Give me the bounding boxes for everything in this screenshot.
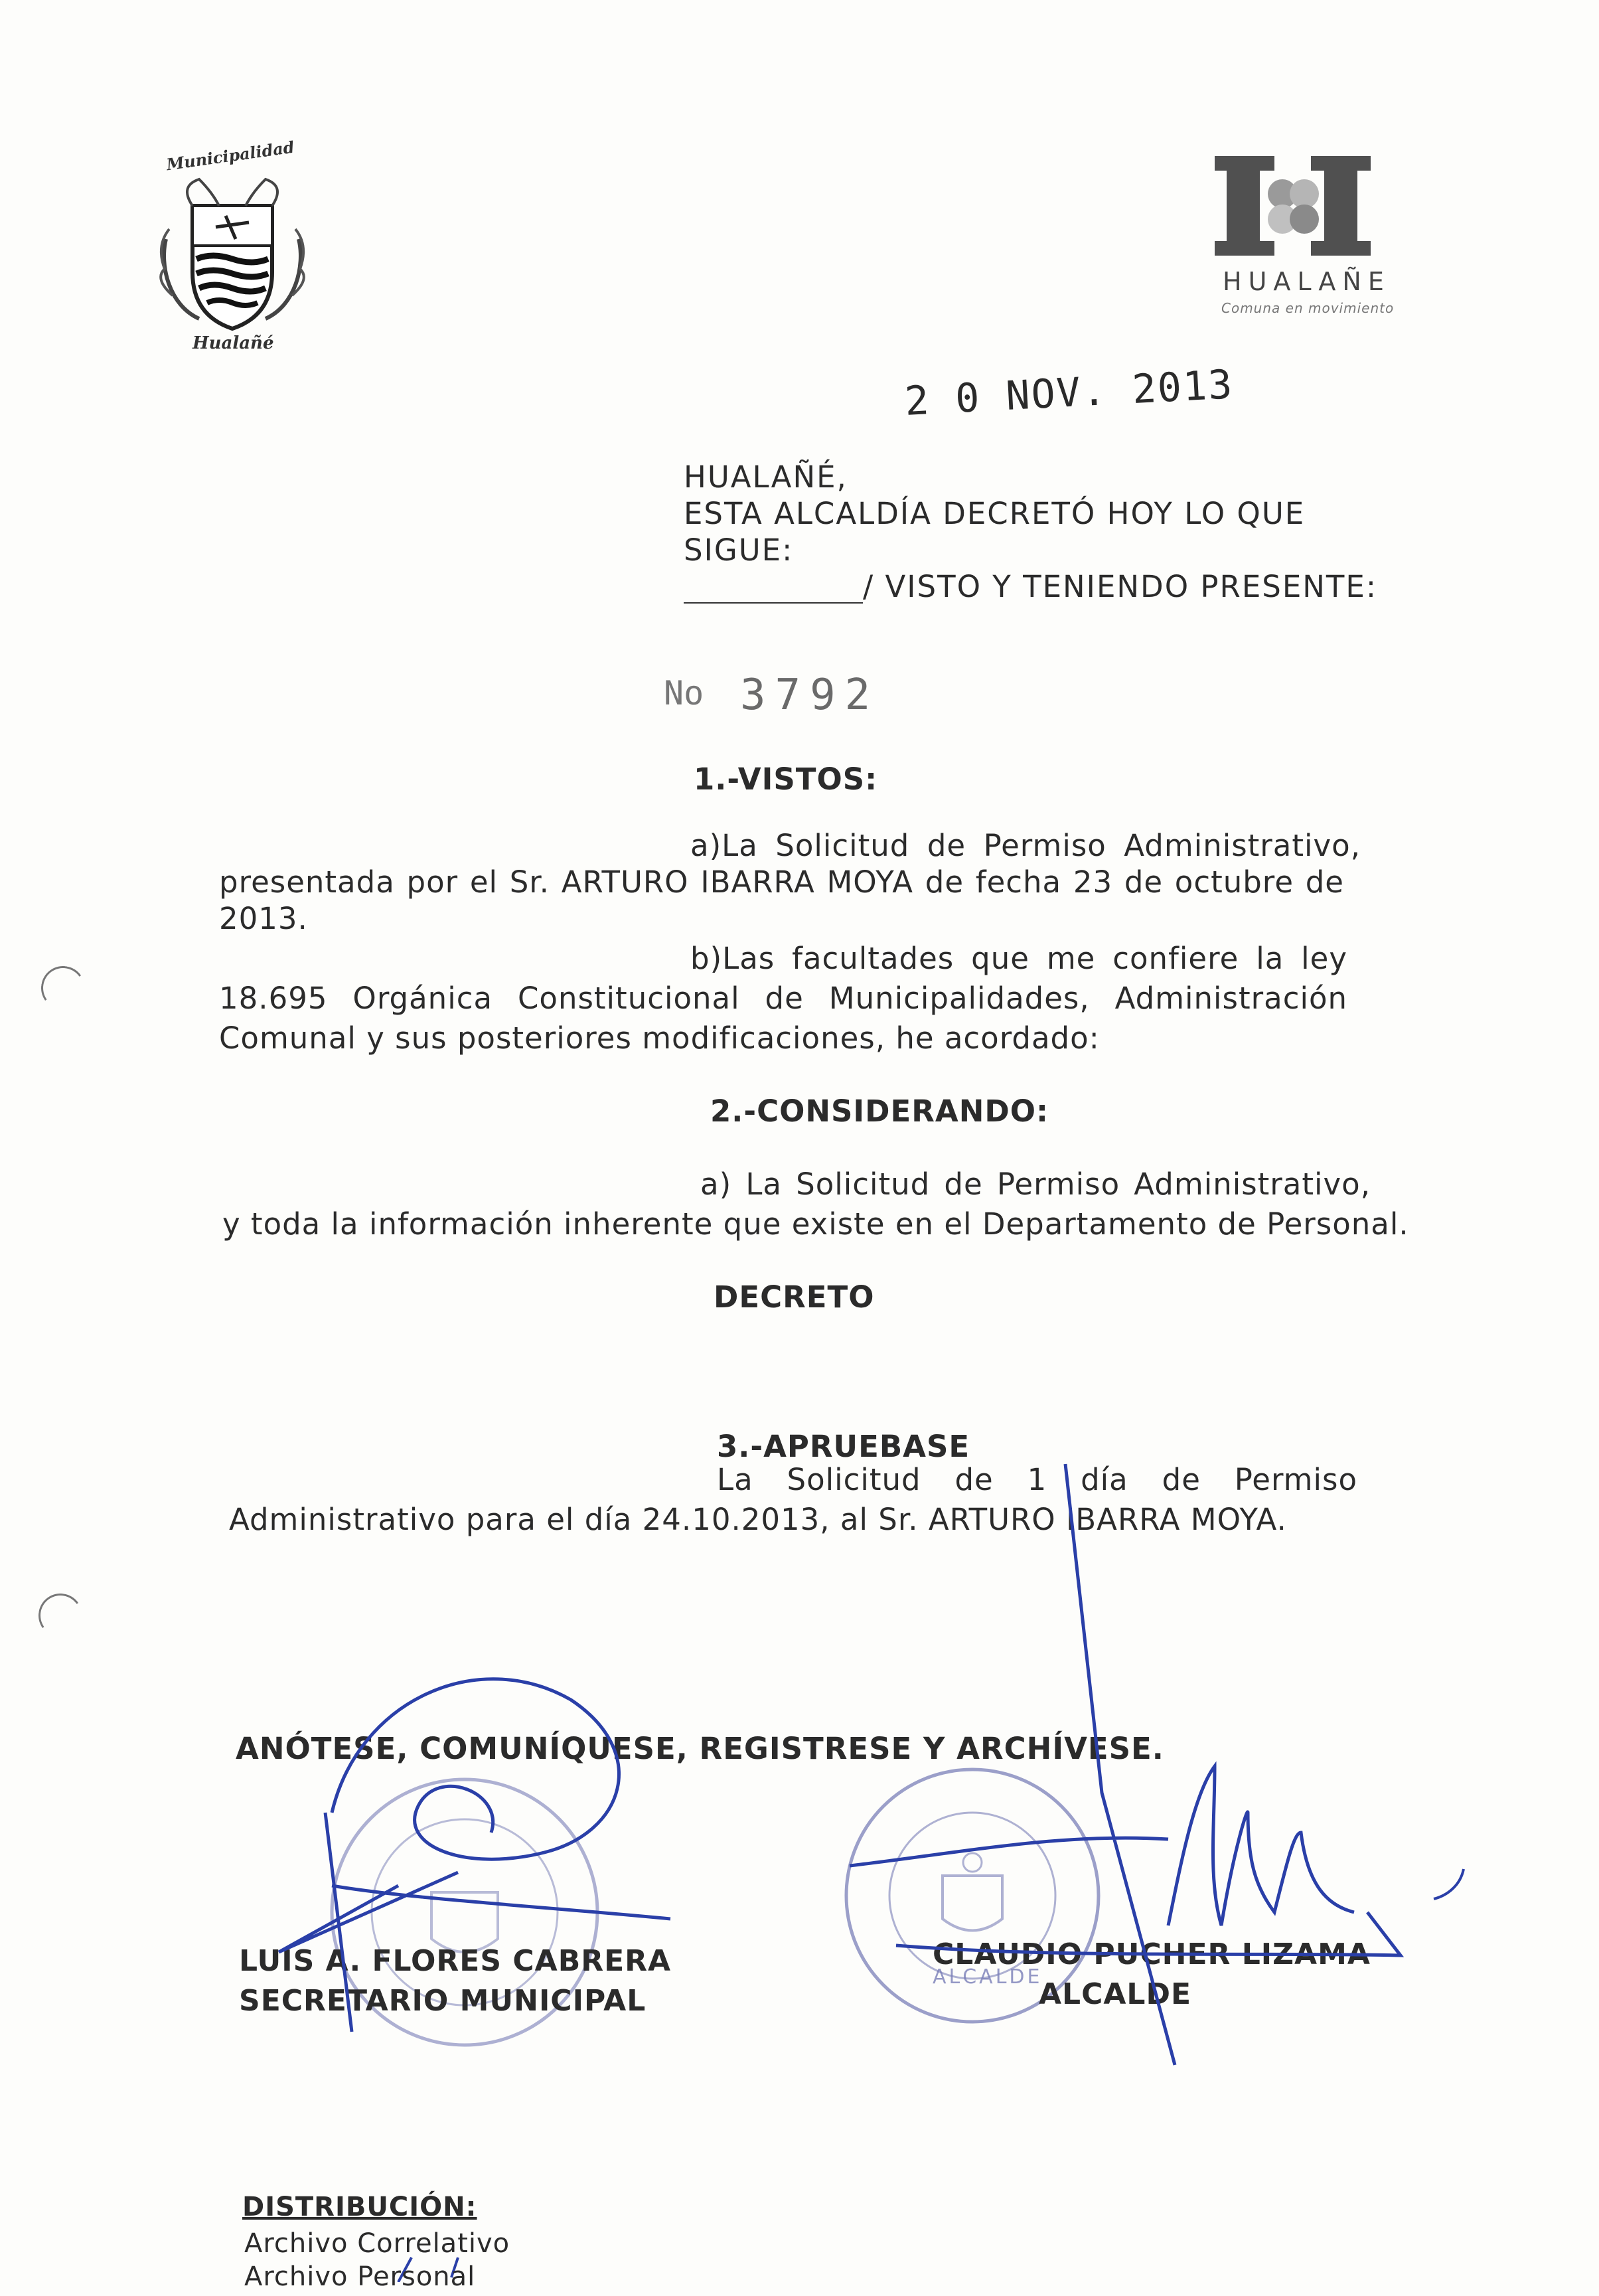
considerando-title: 2.-CONSIDERANDO: (710, 1094, 1049, 1129)
vistos-a-first: a)La Solicitud de Permiso Administrativo, (690, 828, 1361, 863)
distribucion-title: DISTRIBUCIÓN: (242, 2192, 477, 2222)
apruebase-rest: Administrativo para el día 24.10.2013, al Sr. ARTURO IBARRA MOYA. (229, 1502, 1287, 1537)
vistos-b-line2: Comunal y sus posteriores modificaciones, he acordado: (219, 1021, 1100, 1056)
municipal-crest-logo (153, 137, 312, 365)
decree-number-prefix: No (664, 674, 704, 712)
apruebase-title: 3.-APRUEBASE (717, 1429, 970, 1464)
h-monogram-icon (1208, 153, 1407, 266)
considerando-a-rest: y toda la información inherente que existe en el Departamento de Personal. (222, 1206, 1409, 1242)
right-signatory-role: ALCALDE (1039, 1977, 1192, 2011)
decreto-title: DECRETO (714, 1279, 875, 1315)
distribucion-item-2: Archivo Personal (244, 2261, 476, 2292)
vistos-title: 1.-VISTOS: (694, 762, 878, 797)
heading-line1: HUALAÑÉ, (684, 459, 848, 495)
right-signature-tail (1434, 1869, 1464, 1899)
brand-name: HUALAÑE (1223, 267, 1391, 296)
punch-hole-top (38, 963, 88, 1013)
right-signatory-name: CLAUDIO PUCHER LIZAMA (933, 1937, 1371, 1971)
punch-hole-bottom (35, 1590, 86, 1641)
apruebase-first: La Solicitud de 1 día de Permiso (717, 1462, 1357, 1497)
crest-top-text: Municipalidad (165, 137, 296, 175)
considerando-a-first: a) La Solicitud de Permiso Administrativo, (700, 1167, 1371, 1202)
vistos-b-first: b)Las facultades que me confiere la ley (690, 941, 1347, 976)
brand-logo (1208, 153, 1407, 325)
heading-line2: ESTA ALCALDÍA DECRETÓ HOY LO QUE (684, 496, 1306, 531)
vistos-a-line1: presentada por el Sr. ARTURO IBARRA MOYA de fecha 23 de octubre de (219, 864, 1344, 900)
closing-line: ANÓTESE, COMUNÍQUESE, REGISTRESE Y ARCHÍVESE. (236, 1731, 1164, 1766)
right-signature-loops (1168, 1766, 1354, 1926)
date-stamp: 2 0 NOV. 2013 (903, 361, 1235, 425)
crest-bottom-text: Hualañé (192, 333, 274, 353)
heading-line4: / VISTO Y TENIENDO PRESENTE: (863, 569, 1377, 604)
vistos-a-line2: 2013. (219, 901, 308, 936)
vistos-b-line1: 18.695 Orgánica Constitucional de Municipalidades, Administración (219, 981, 1347, 1016)
heading-line3: SIGUE: (684, 533, 794, 568)
distribucion-item-1: Archivo Correlativo (244, 2228, 510, 2259)
blank-line (684, 602, 863, 604)
right-seal-bottom-text: ALCALDE (933, 1965, 1043, 1989)
left-signatory-role: SECRETARIO MUNICIPAL (239, 1984, 647, 2018)
left-signatory-name: LUIS A. FLORES CABRERA (239, 1944, 672, 1978)
brand-tagline: Comuna en movimiento (1221, 300, 1395, 316)
decree-number: 3792 (740, 671, 880, 720)
